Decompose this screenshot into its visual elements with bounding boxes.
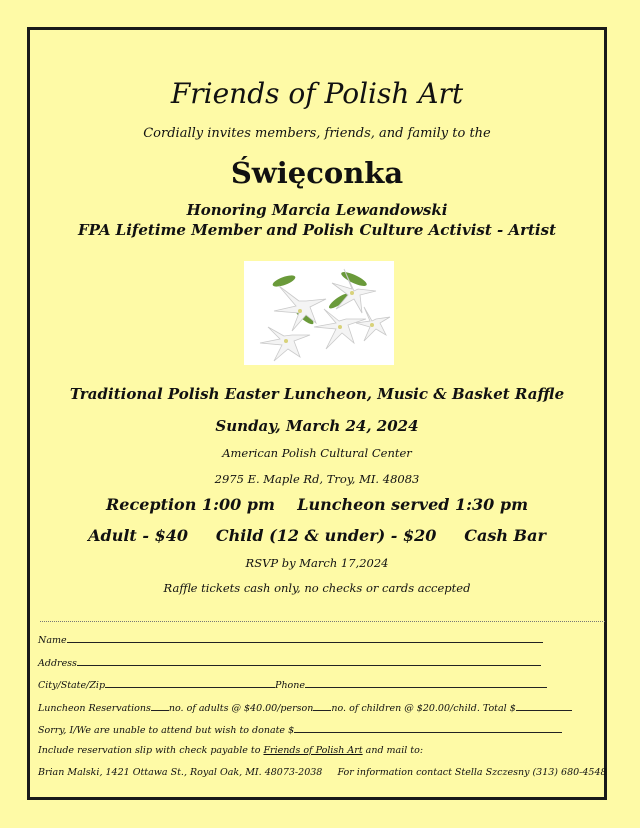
city-row — [38, 678, 547, 691]
reception-time: Reception 1:00 pm — [106, 495, 275, 514]
raffle-note: Raffle tickets cash only, no checks or cards accepted — [163, 581, 471, 595]
child-price: Child (12 & under) - $20 — [215, 526, 437, 545]
contact-info: For information contact Stella Szczesny (313) 680-4548 — [337, 767, 607, 778]
adults-text: no. of adults @ $40.00/person — [168, 703, 314, 714]
invitation-line: Cordially invites members, friends, and family to the — [143, 126, 491, 141]
adults-count-field[interactable] — [151, 701, 169, 711]
donate-text: Sorry, I/We are unable to attend but wish to donate $ — [38, 725, 295, 736]
mail-instructions — [38, 745, 423, 756]
address-row — [38, 656, 541, 669]
event-times — [30, 495, 604, 514]
mail-address-row — [38, 767, 607, 778]
event-name: Święconka — [230, 156, 404, 190]
event-date: Sunday, March 24, 2024 — [215, 417, 419, 435]
address-field[interactable] — [77, 656, 541, 666]
honoree-line: Honoring Marcia Lewandowski — [186, 201, 448, 219]
venue-address: 2975 E. Maple Rd, Troy, MI. 48083 — [214, 472, 420, 486]
invitation-frame — [27, 27, 607, 800]
total-field[interactable] — [516, 701, 572, 711]
name-label: Name — [38, 635, 67, 646]
organization-title: Friends of Polish Art — [170, 77, 464, 110]
ticket-prices — [30, 526, 604, 545]
event-subtitle: Traditional Polish Easter Luncheon, Music & Basket Raffle — [69, 385, 565, 403]
city-label: City/State/Zip — [38, 680, 106, 691]
luncheon-time: Luncheon served 1:30 pm — [297, 495, 528, 514]
cut-line-divider — [40, 621, 605, 622]
mail-text-before: Include reservation slip with check payable to — [38, 745, 264, 756]
children-text: no. of children @ $20.00/child. Total $ — [331, 703, 516, 714]
honoree-title: FPA Lifetime Member and Polish Culture Activist - Artist — [77, 221, 556, 239]
children-count-field[interactable] — [313, 701, 331, 711]
cash-bar: Cash Bar — [464, 526, 546, 545]
reservations-label: Luncheon Reservations — [38, 703, 151, 714]
reservations-row — [38, 701, 572, 714]
rsvp-deadline: RSVP by March 17,2024 — [245, 556, 389, 570]
donation-field[interactable] — [294, 723, 562, 733]
name-row — [38, 633, 543, 646]
venue-name: American Polish Cultural Center — [222, 446, 412, 460]
phone-field[interactable] — [305, 678, 547, 688]
donate-row — [38, 723, 562, 736]
mail-text-after: and mail to: — [362, 745, 424, 756]
adult-price: Adult - $40 — [88, 526, 188, 545]
easter-lilies-image — [244, 261, 394, 365]
phone-label: Phone — [275, 680, 306, 691]
city-field[interactable] — [105, 678, 275, 688]
payee-name: Friends of Polish Art — [263, 745, 363, 756]
mail-address: Brian Malski, 1421 Ottawa St., Royal Oak, MI. 48073-2038 — [38, 767, 323, 778]
name-field[interactable] — [67, 633, 543, 643]
address-label: Address — [38, 658, 77, 669]
